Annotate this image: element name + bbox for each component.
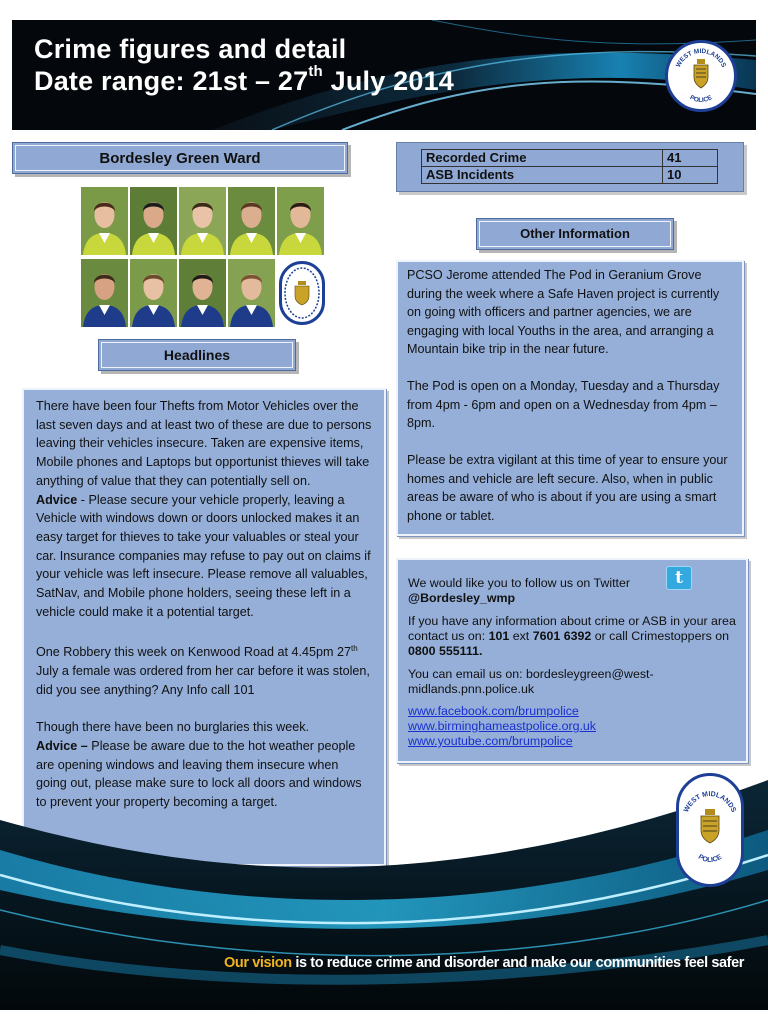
officer-photo — [130, 187, 177, 255]
vision-statement: Our vision is to reduce crime and disorder and make our communities feel safer — [224, 955, 744, 971]
table-row — [422, 167, 718, 184]
stat-value: 10 — [663, 167, 718, 184]
headline-paragraph-1: There have been four Thefts from Motor Vehicles over the last seven days and at least two of these are due to persons leaving their vehicles insecure. Taken are expensive items, Mobile phones and Laptops but opportunist thieves will take anything of value that they can potentially sell on. Advice - Please secure your vehicle properly, leaving a Vehicle with windows down or doors unlocked makes it an easy target for thieves to take your valuables or steal your car. Insurance companies may refuse to pay out on claims if your vehicle was left insecure. Please remove all valuables, SatNav, and Mobile phone holders, seeing these left in a vehicle could make it a potential target. — [36, 399, 372, 619]
officer-photo — [81, 187, 128, 255]
stat-label: ASB Incidents — [422, 167, 663, 184]
svg-text:WEST MIDLANDS: WEST MIDLANDS — [674, 47, 728, 69]
officer-photo — [81, 259, 128, 327]
officer-photo — [228, 187, 275, 255]
website-link[interactable]: www.birminghameastpolice.org.uk — [408, 719, 597, 733]
police-crest-icon — [679, 776, 741, 884]
officer-photo — [277, 187, 324, 255]
officer-photo — [228, 259, 275, 327]
grid-police-logo — [279, 261, 325, 325]
svg-text:WEST MIDLANDS: WEST MIDLANDS — [683, 790, 737, 814]
table-row — [422, 150, 718, 167]
header-banner — [12, 20, 756, 130]
svg-text:POLICE: POLICE — [688, 94, 714, 105]
youtube-link[interactable]: www.youtube.com/brumpolice — [408, 734, 573, 748]
other-information-label — [476, 218, 674, 250]
other-info-paragraph-2: The Pod is open on a Monday, Tuesday and a Thursday from 4pm - 6pm and open on a Wednesday from 4pm – 8pm. — [407, 379, 720, 430]
date-range-title: Date range: 21st – 27th July 2014 — [34, 63, 454, 96]
headline-paragraph-2: One Robbery this week on Kenwood Road at 4.45pm 27th July a female was ordered from her car before it was stolen, did you see anything? Any Info call 101 — [36, 644, 370, 697]
facebook-link[interactable]: www.facebook.com/brumpolice — [408, 704, 579, 718]
page-title: Crime figures and detail — [34, 34, 347, 64]
contact-info-text: If you have any information about crime or ASB in your area contact us on: 101 ext 7601 6392 or call Crimestoppers on 0800 555111. — [408, 614, 736, 658]
other-information-panel — [396, 260, 744, 536]
svg-text:POLICE: POLICE — [696, 853, 724, 865]
officer-photo-grid — [81, 187, 326, 327]
stat-value: 41 — [663, 150, 718, 167]
crime-stats-table — [421, 149, 718, 184]
twitter-handle[interactable]: @Bordesley_wmp — [408, 591, 516, 605]
officer-photo — [179, 187, 226, 255]
other-information-heading: Other Information — [520, 226, 630, 241]
email-text: You can email us on: bordesleygreen@west-midlands.pnn.police.uk — [408, 667, 654, 696]
headlines-heading: Headlines — [163, 347, 231, 363]
twitter-icon[interactable]: t — [666, 566, 692, 590]
ward-name: Bordesley Green Ward — [99, 150, 261, 167]
police-logo — [665, 40, 737, 112]
footer-wave-graphic — [0, 760, 768, 1024]
officer-photo — [179, 259, 226, 327]
headlines-label — [98, 339, 296, 371]
other-info-paragraph-1: PCSO Jerome attended The Pod in Geranium Grove during the week where a Safe Haven project is currently on going with officers and partner agencies, we are engaging with local Youths in the area, and arranging a Mountain bike trip in the near future. — [407, 268, 720, 356]
footer-police-logo — [676, 773, 744, 887]
crime-stats-panel — [396, 142, 744, 192]
contact-panel — [396, 558, 748, 763]
ward-label — [12, 142, 348, 174]
police-crest-icon — [668, 43, 734, 109]
headline-paragraph-3: Though there have been no burglaries this week. Advice – Please be aware due to the hot weather people are opening windows and leaving them insecure when going out, please make sure to lock all doors and windows to prevent your property becoming a target. — [36, 720, 362, 809]
other-info-paragraph-3: Please be extra vigilant at this time of year to ensure your homes and vehicle are left secure. Also, when in public areas be aware of who is about if you are using a smart phone or tablet. — [407, 453, 728, 523]
stat-label: Recorded Crime — [422, 150, 663, 167]
police-crest-icon — [282, 264, 322, 322]
officer-photo — [130, 259, 177, 327]
twitter-follow-text: We would like you to follow us on Twitter @Bordesley_wmp — [408, 576, 630, 605]
